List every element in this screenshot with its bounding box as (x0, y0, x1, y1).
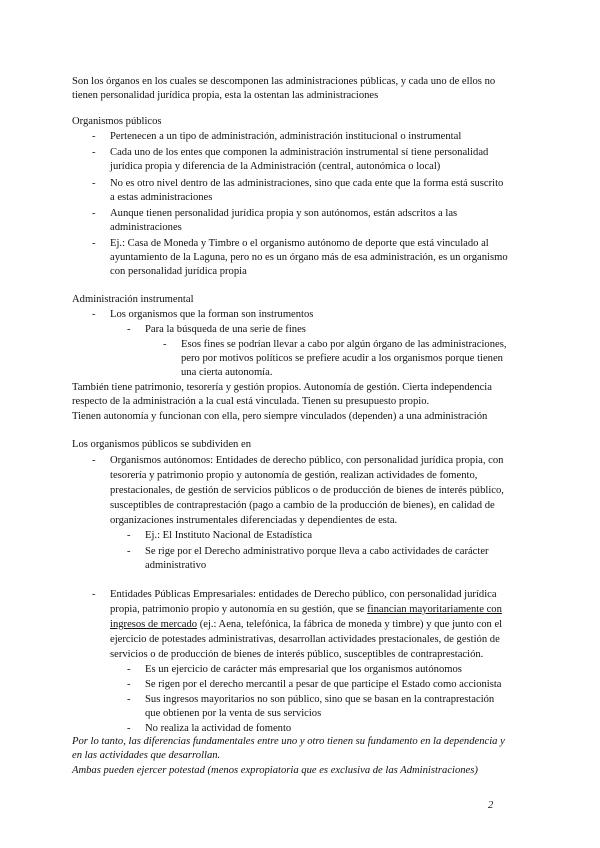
list-item-text (110, 603, 502, 616)
list-item-text: Entidades Públicas Empresariales: entidades de Derecho público, con personalidad jurídica (110, 589, 497, 600)
list-item-text: jurídica propia y diferencia de la Administración (central, autonómica o local) (110, 161, 441, 172)
bullet-dash: - (92, 238, 96, 249)
bullet-dash: - (92, 309, 96, 320)
list-item-text: prestacionales, de gestión de servicios públicos o de producción de bienes de interés público, (110, 485, 504, 496)
paragraph-line: respecto de la administración a la cual está vinculada. Tienen su presupuesto propio. (72, 396, 430, 407)
underlined-text: ingresos de mercado (110, 619, 198, 630)
bullet-dash: - (92, 208, 96, 219)
list-item-text: organizaciones instrumentales diferenciadas y dependientes de esta. (110, 515, 398, 526)
list-item-text: una cierta autonomía. (181, 367, 273, 378)
list-item-text: Es un ejercicio de carácter más empresarial que los organismos autónomos (145, 664, 462, 675)
section-heading: Administración instrumental (72, 294, 194, 305)
bullet-dash: - (127, 546, 131, 557)
list-item-text: que obtienen por la venta de sus servicios (145, 708, 322, 719)
list-item-text: Aunque tienen personalidad jurídica propia y son autónomos, están adscritos a las (110, 208, 458, 219)
list-item-text: Los organismos que la forman son instrumentos (110, 309, 314, 320)
paragraph-line: Tienen autonomía y funcionan con ella, pero siempre vinculados (dependen) a una administración (72, 411, 488, 422)
list-item-text: pero por motivos políticos se prefiere acudir a los organismos porque tienen (181, 353, 503, 364)
list-item-text (110, 618, 502, 631)
list-item-text: Se rigen por el derecho mercantil a pesar de que participe el Estado como accionista (145, 679, 502, 690)
list-item-text: servicios o de producción de bienes de interés público, susceptibles de contraprestación. (110, 649, 484, 660)
bullet-dash: - (92, 589, 96, 600)
bullet-dash: - (92, 455, 96, 466)
list-item-text: Pertenecen a un tipo de administración, administración institucional o instrumental (110, 131, 462, 142)
paragraph-line: También tiene patrimonio, tesorería y gestión propios. Autonomía de gestión. Cierta independencia (72, 382, 492, 393)
list-item-text: No es otro nivel dentro de las administraciones, sino que cada ente que la forma está suscrito (110, 178, 504, 189)
conclusion-line: en las actividades que desarrollan. (72, 750, 221, 761)
bullet-dash: - (92, 147, 96, 158)
bullet-dash: - (127, 694, 131, 705)
bullet-dash: - (92, 131, 96, 142)
list-item-text: tesorería y patrimonio propio y autonomía de gestión, realizan actividades de fomento, (110, 470, 478, 481)
list-item-text: ayuntamiento de la Laguna, pero no es un órgano más de esa administración, es un organismo (110, 252, 508, 263)
bullet-dash: - (127, 664, 131, 675)
list-item-text: Sus ingresos mayoritarios no son público, sino que se basan en la contraprestación (145, 694, 495, 705)
conclusion-line: Ambas pueden ejercer potestad (menos expropiatoria que es exclusiva de las Administraciones) (72, 765, 478, 776)
bullet-dash: - (127, 679, 131, 690)
list-item-text: a estas administraciones (110, 192, 213, 203)
list-item-text: Para la búsqueda de una serie de fines (145, 324, 306, 335)
list-item-text: Esos fines se podrían llevar a cabo por algún órgano de las administraciones, (181, 339, 507, 350)
list-item-text: susceptibles de contraprestación (pago a cambio de la producción de bienes), en calidad de (110, 500, 495, 511)
list-item-text: administrativo (145, 560, 207, 571)
list-item-text: con personalidad jurídica propia (110, 266, 247, 277)
bullet-dash: - (127, 530, 131, 541)
intro-line: Son los órganos en los cuales se descomponen las administraciones públicas, y cada uno de ellos no (72, 76, 496, 87)
list-item-text: administraciones (110, 222, 182, 233)
bullet-dash: - (163, 339, 167, 350)
section-heading: Los organismos públicos se subdividen en (72, 439, 252, 450)
list-item-text: Se rige por el Derecho administrativo porque lleva a cabo actividades de carácter (145, 546, 489, 557)
list-item-text: No realiza la actividad de fomento (145, 723, 292, 734)
bullet-dash: - (127, 324, 131, 335)
list-item-text: Ej.: Casa de Moneda y Timbre o el organismo autónomo de deporte que está vinculado al (110, 238, 489, 249)
bullet-dash: - (92, 178, 96, 189)
list-item-text: Organismos autónomos: Entidades de derecho público, con personalidad jurídica propia, con (110, 455, 504, 466)
intro-line: tienen personalidad jurídica propia, esta la ostentan las administraciones (72, 90, 379, 101)
list-item-text: Ej.: El Instituto Nacional de Estadística (145, 530, 313, 541)
underlined-text: financian mayoritariamente con (367, 604, 502, 615)
text-run: propia, patrimonio propio y autonomía en su gestión, que se (110, 604, 368, 615)
bullet-dash: - (127, 723, 131, 734)
conclusion-line: Por lo tanto, las diferencias fundamentales entre uno y otro tienen su fundamento en la dependencia y (72, 736, 505, 747)
list-item-text: Cada uno de los entes que componen la administración instrumental sí tiene personalidad (110, 147, 489, 158)
section-heading: Organismos públicos (72, 116, 162, 127)
text-run: (ej.: Aena, telefónica, la fábrica de moneda y timbre) y que junto con el (197, 619, 503, 630)
list-item-text: ejercicio de potestades administrativas, desarrollan actividades prestacionales, de gestión de (110, 634, 500, 645)
page-number: 2 (488, 800, 494, 811)
